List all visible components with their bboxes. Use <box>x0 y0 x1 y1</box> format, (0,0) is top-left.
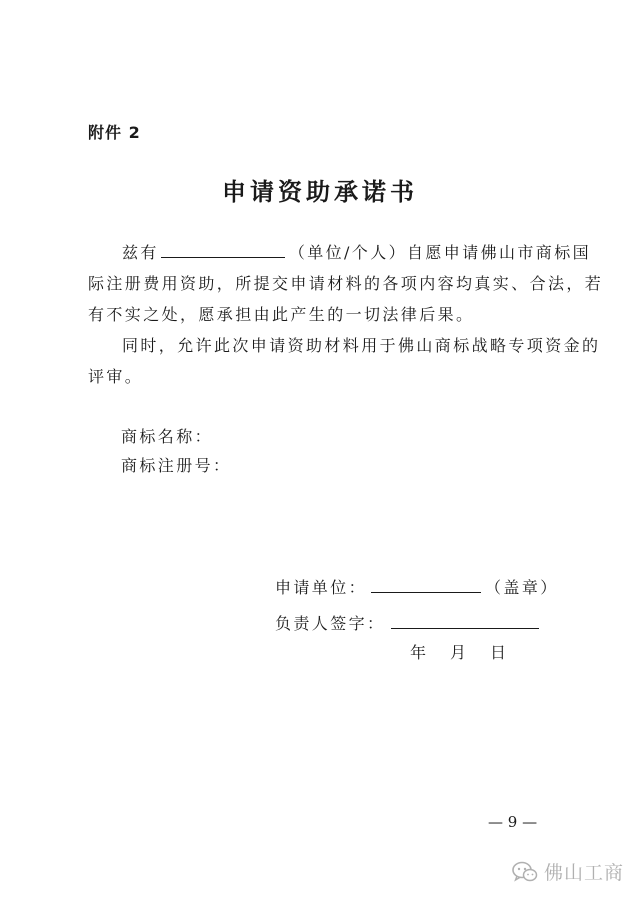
paragraph-line <box>88 237 592 268</box>
page-number: — 9 — <box>488 813 538 831</box>
watermark-text: 佛山工商 <box>544 862 625 884</box>
signature-blank[interactable] <box>391 612 539 629</box>
trademark-name-field: 商标名称： <box>121 427 214 446</box>
date-day: 日 <box>490 643 509 662</box>
paragraph-line: 评审。 <box>88 367 144 386</box>
wechat-icon <box>512 861 538 883</box>
paragraph-line: 同时，允许此次申请资助材料用于佛山商标战略专项资金的 <box>122 336 601 355</box>
paragraph-line: 有不实之处，愿承担由此产生的一切法律后果。 <box>88 305 475 324</box>
permission-paragraph <box>88 330 601 392</box>
commitment-paragraph <box>88 237 604 330</box>
applicant-unit-blank[interactable] <box>371 576 481 593</box>
seal-note: （盖章） <box>485 578 559 597</box>
applicant-unit-label: 申请单位： <box>275 578 368 597</box>
responsible-person-row <box>275 611 539 634</box>
date-row <box>410 640 508 663</box>
prefix-text: 兹有 <box>122 243 159 262</box>
watermark <box>512 858 624 885</box>
attachment-label: 附件 2 <box>88 123 141 142</box>
trademark-reg-no-field: 商标注册号： <box>121 456 232 475</box>
suffix-text: （单位/个人）自愿申请佛山市商标国 <box>288 243 592 262</box>
applicant-unit-row <box>275 575 559 598</box>
responsible-person-label: 负责人签字： <box>275 614 386 633</box>
document-title: 申请资助承诺书 <box>222 177 418 206</box>
date-year: 年 <box>410 643 429 662</box>
date-month: 月 <box>450 643 469 662</box>
unit-name-blank[interactable] <box>161 241 285 258</box>
paragraph-line: 际注册费用资助，所提交申请材料的各项内容均真实、合法，若 <box>88 274 604 293</box>
